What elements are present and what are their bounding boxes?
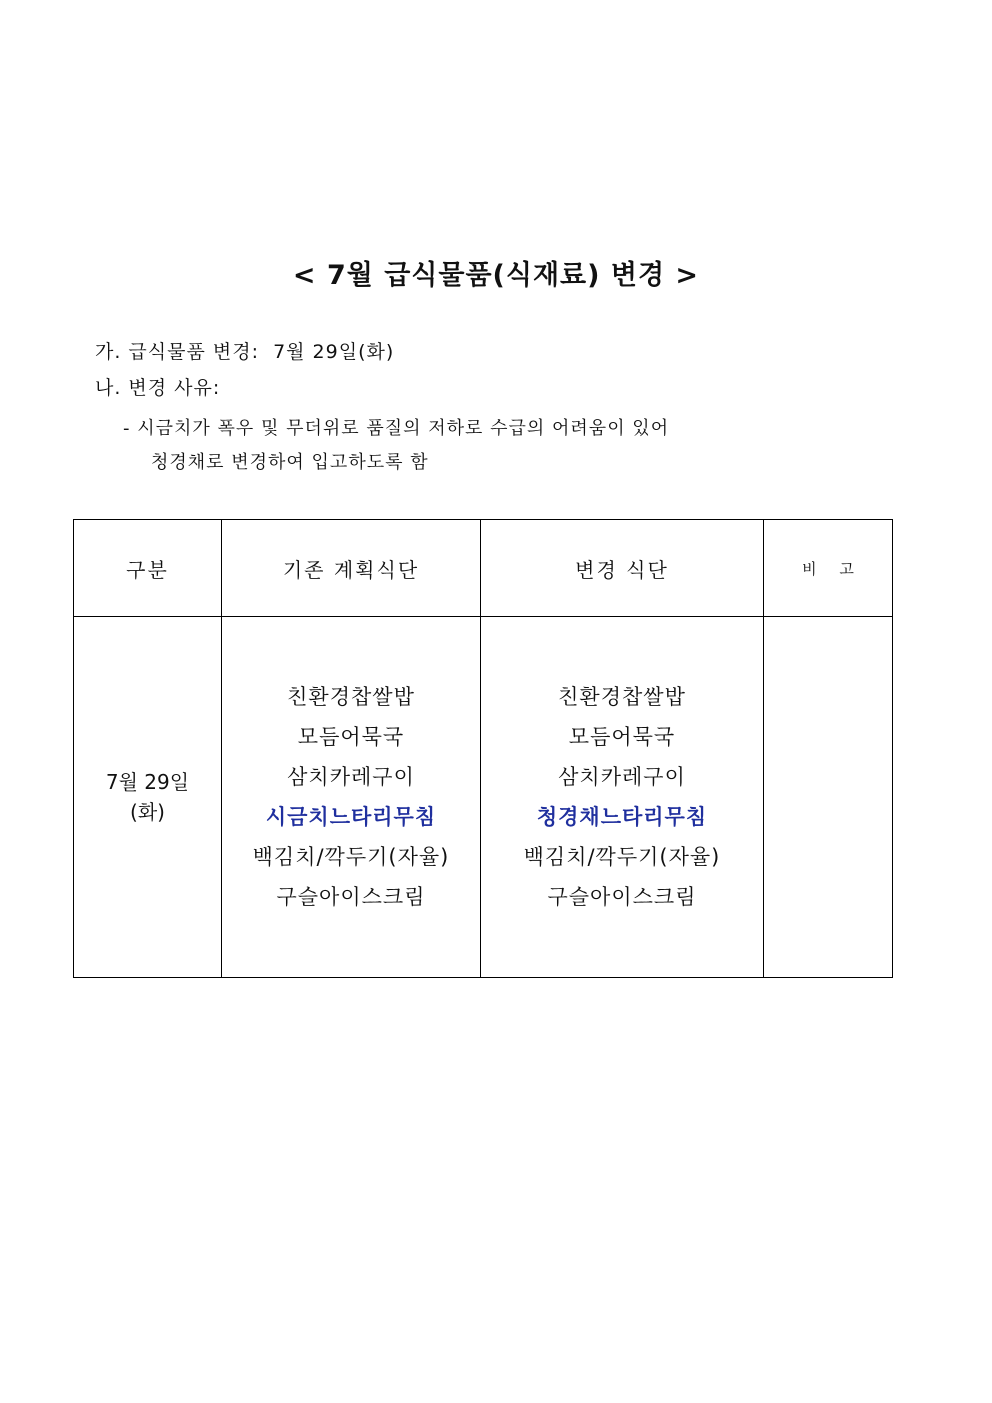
menu-item: 친환경찹쌀밥 (558, 685, 686, 709)
change-date-line: 가. 급식물품 변경: 7월 29일(화) (95, 341, 395, 363)
change-reason-text: - 시금치가 폭우 및 무더위로 품질의 저하로 수급의 어려움이 있어 (123, 418, 670, 439)
menu-change-table (73, 519, 893, 978)
menu-item: 구슬아이스크림 (276, 885, 426, 909)
menu-item: 청경채느타리무침 (536, 805, 708, 829)
changed-menu-list (481, 677, 763, 917)
menu-item: 백김치/깍두기(자율) (252, 845, 450, 869)
header-category: 구분 (74, 520, 222, 617)
table-row (74, 617, 893, 978)
original-menu-list (222, 677, 480, 917)
menu-item: 삼치카레구이 (287, 765, 415, 789)
date-text: 7월 29일 (105, 770, 190, 794)
header-note: 비 고 (764, 520, 893, 617)
changed-menu-cell (481, 617, 764, 978)
change-reason-text-cont: 청경채로 변경하여 입고하도록 함 (151, 452, 429, 473)
menu-item: 시금치느타리무침 (265, 805, 437, 829)
weekday-text: (화) (130, 800, 165, 824)
date-cell (74, 617, 222, 978)
menu-item: 모듬어묵국 (297, 725, 405, 749)
header-original-menu: 기존 계획식단 (222, 520, 481, 617)
change-reason-heading: 나. 변경 사유: (95, 377, 221, 399)
menu-item: 구슬아이스크림 (547, 885, 697, 909)
page-title: < 7월 급식물품(식재료) 변경 > (292, 260, 700, 291)
table-header-row (74, 520, 893, 617)
menu-item: 모듬어묵국 (568, 725, 676, 749)
menu-item: 삼치카레구이 (558, 765, 686, 789)
menu-item: 백김치/깍두기(자율) (523, 845, 721, 869)
original-menu-cell (222, 617, 481, 978)
header-changed-menu: 변경 식단 (481, 520, 764, 617)
menu-item: 친환경찹쌀밥 (287, 685, 415, 709)
note-cell (764, 617, 893, 978)
